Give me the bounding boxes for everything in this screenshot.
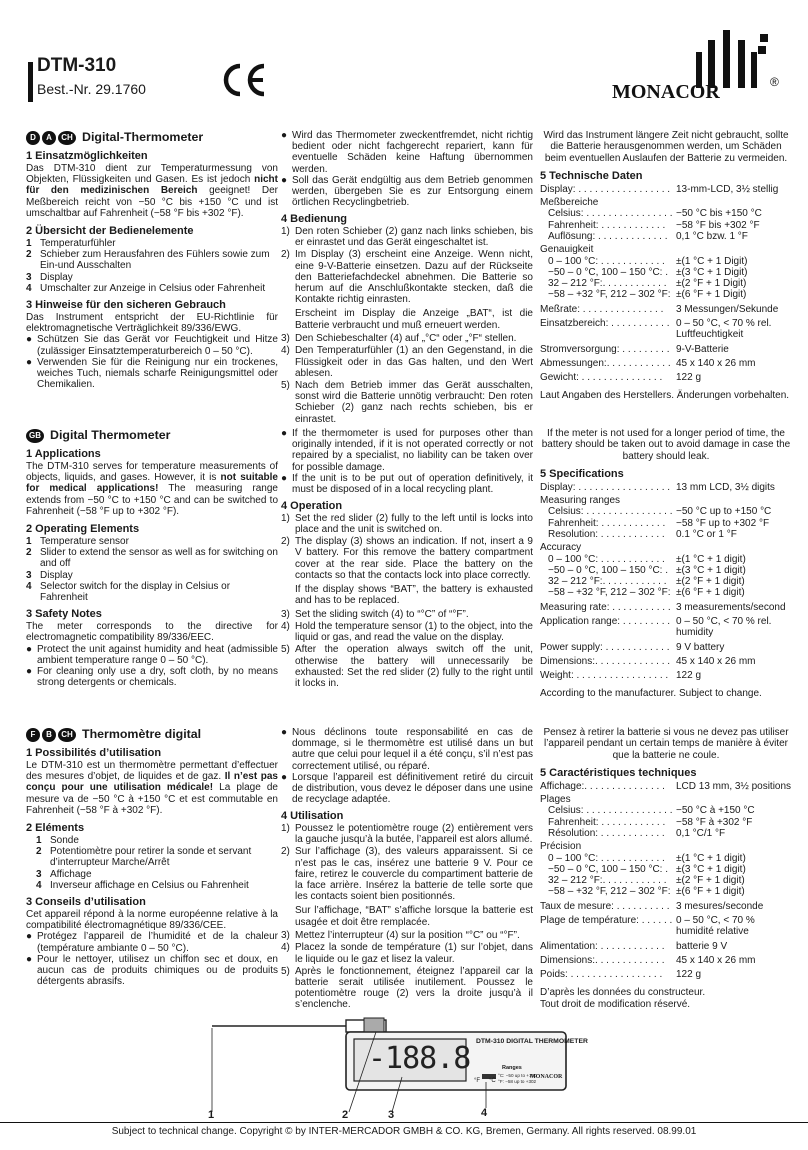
- en-h1: 1 Applications: [26, 448, 101, 460]
- ce-mark: [220, 62, 268, 101]
- en-p3: The meter corresponds to the directive for electromagnetic compatibility 89/336/EEC.: [26, 620, 278, 644]
- spec-row: [540, 372, 792, 383]
- spec-key: Application range: . . . . . . . . .: [540, 615, 671, 627]
- spec-value: LCD 13 mm, 3½ positions: [676, 780, 792, 792]
- spec-value: −50 °C bis +150 °C: [676, 208, 762, 220]
- spec-value: ±(6 °F + 1 Digit): [676, 289, 747, 301]
- spec-row: [540, 304, 792, 315]
- en-h4: 4 Operation: [281, 500, 343, 513]
- spec-key: Measuring rate: . . . . . . . . . . .: [540, 601, 671, 613]
- footer: Subject to technical change. Copyright © by INTER-MERCADOR GMBH & CO. KG, Bremen, Germany. All rights reserved. 08.99.01: [0, 1122, 808, 1137]
- spec-key: Display: . . . . . . . . . . . . . . . . .: [540, 481, 671, 493]
- fr-h3: 3 Conseils d’utilisation: [26, 896, 146, 909]
- spec-key: −50 – 0 °C, 100 – 150 °C: .: [548, 564, 669, 576]
- fr-safety-list: ● Protégez l’appareil de l’humidité et de la chaleur (température ambiante 0 – 50 °C). ● Pour le nettoyer, utilisez un chiffon sec et doux, en aucun cas de produits chimiques ou de produits détergents abrasifs.: [26, 931, 278, 988]
- spec-row: [540, 554, 792, 565]
- spec-key: Dimensions:. . . . . . . . . . . . .: [540, 954, 665, 966]
- spec-key: −58 – +32 °F, 212 – 302 °F:: [548, 587, 671, 599]
- de-ops: 1) Den roten Schieber (2) ganz nach links schieben, bis er einrastet und das Gerät eingeschaltet ist. 2) Im Display (3) erscheint eine Anzeige. Wenn nicht, eine 9-V-Batterie einsetzen. Dazu auf der Rückseite den Batteriefachdeckel abnehmen. Die Batterie so herum auf die Anschlußkontakte stecken, daß die Kontakte richtig einrasten. Erscheint im Display die Anzeige „BAT“, ist die Batterie verbraucht und muß erneuert werden. 3) Den Schiebeschalter (4) auf „°C“ oder „°F“ stellen. 4) Den Temperaturfühler (1) an den Gegenstand, in die Flüssigkeit oder in das Gas halten, und den Wert ablesen. 5) Nach dem Betrieb immer das Gerät ausschalten, sonst wird die Batterie unnötig verbraucht: Den roten Schieber (2) ganz nach rechts schieben, bis er einrastet.: [281, 225, 533, 425]
- en-note: According to the manufacturer. Subject to change.: [540, 688, 762, 700]
- fr-col2: [281, 727, 533, 1012]
- en-ops: 1) Set the red slider (2) fully to the left until is locks into place and the unit is switched on. 2) The display (3) shows an indication. If not, insert a 9 V battery. For this remove the battery compartment cover at the rear side. Place the battery on the contacts so that the contacts lock into place correctly. If the display shows “BAT”, the battery is exhausted and has to be replaced. 3) Set the sliding switch (4) to “°C” of “°F”. 4) Hold the temperature sensor (1) to the object, into the liquid or gas, and read the value on the display. 5) After the operation always switch off the unit, otherwise the battery will unnecessarily be exhausted: Set the red slider (2) fully to the right until it locks in.: [281, 512, 533, 689]
- en-items: 1 Temperature sensor 2 Slider to extend the sensor as well as for switching on and off 3 Display 4 Selector switch for the display in Celsius or Fahrenheit: [26, 536, 278, 604]
- spec-value: 0 – 50 °C, < 70 % rel. Luftfeuchtigkeit: [676, 317, 772, 341]
- spec-key: −50 – 0 °C, 100 – 150 °C: .: [548, 863, 669, 875]
- spec-row: [540, 886, 792, 897]
- spec-value: −50 °C up to +150 °C: [676, 506, 772, 518]
- header-bar: [28, 62, 33, 102]
- de-items: 1 Temperaturfühler 2 Schieber zum Herausfahren des Fühlers sowie zum Ein-und Ausschalten 3 Display 4 Umschalter zur Anzeige in Celsius oder Fahrenheit: [26, 238, 270, 294]
- spec-row: [540, 656, 792, 667]
- spec-key: Dimensions:. . . . . . . . . . . . . .: [540, 655, 671, 667]
- flag-gb: GB: [26, 429, 44, 443]
- spec-row: [540, 518, 792, 529]
- de-h2: 2 Übersicht der Bedienelemente: [26, 224, 194, 237]
- spec-value: 3 Messungen/Sekunde: [676, 303, 779, 315]
- en-specs: [540, 482, 792, 682]
- de-p3: Das Instrument entspricht der EU-Richtlinie für elektromagnetische Verträglichkeit 89/336/EWG.: [26, 311, 278, 334]
- spec-key: Celsius: . . . . . . . . . . . . . . . .: [548, 208, 673, 220]
- flag-ch: CH: [58, 131, 76, 145]
- spec-value: 3 mesures/seconde: [676, 900, 764, 912]
- device-deg-f: °F: [474, 1078, 481, 1084]
- en-liability-list: ● If the thermometer is used for purposes other than originally intended, if it is not operated correctly or not repaired by a specialist, no liability can be taken over for possible damage. ● If the unit is to be put out of operation definitively, it must be disposed of in a local recycling plant.: [281, 428, 533, 496]
- spec-value: 13-mm-LCD, 3½ stellig: [676, 183, 779, 195]
- spec-value: −58 °F à +302 °F: [676, 816, 753, 828]
- fr-h4: 4 Utilisation: [281, 810, 344, 823]
- spec-row: [540, 220, 792, 231]
- section-german: [0, 130, 808, 425]
- de-h1: 1 Einsatzmöglichkeiten: [26, 150, 148, 162]
- spec-value: ±(2 °F + 1 Digit): [676, 278, 747, 290]
- flag-b: B: [42, 728, 56, 742]
- spec-row: [540, 828, 792, 839]
- spec-group-label: Précision: [540, 841, 582, 853]
- spec-value: 9-V-Batterie: [676, 343, 729, 355]
- spec-row: [540, 576, 792, 587]
- spec-row: [540, 208, 792, 219]
- spec-key: 0 – 100 °C: . . . . . . . . . . . .: [548, 852, 665, 864]
- en-h2: 2 Operating Elements: [26, 522, 140, 535]
- spec-row: [540, 781, 792, 792]
- spec-value: 45 x 140 x 26 mm: [676, 357, 756, 369]
- de-h3: 3 Hinweise für den sicheren Gebrauch: [26, 299, 226, 312]
- spec-key: Alimentation: . . . . . . . . . . . .: [540, 940, 665, 952]
- spec-group-label: Meßbereiche: [540, 197, 599, 209]
- spec-row: [540, 267, 792, 278]
- spec-value: 0,1 °C/1 °F: [676, 827, 726, 839]
- spec-row: [540, 256, 792, 267]
- spec-value: ±(3 °C + 1 Digit): [676, 266, 748, 278]
- en-col1: [26, 428, 278, 688]
- spec-row: [540, 875, 792, 886]
- spec-value: ±(6 °F + 1 digit): [676, 587, 745, 599]
- spec-row: [540, 901, 792, 912]
- de-h4: 4 Bedienung: [281, 213, 348, 226]
- spec-row: [540, 969, 792, 980]
- spec-value: 122 g: [676, 372, 702, 384]
- spec-row: [540, 278, 792, 289]
- fr-h1: 1 Possibilités d’utilisation: [26, 747, 162, 759]
- de-safety-list: ● Schützen Sie das Gerät vor Feuchtigkeit und Hitze (zulässiger Einsatztemperaturbereich 0 – 50 °C). ● Verwenden Sie für die Reinigung nur ein trockenes, weiches Tuch, niemals scharfe Reinigungsmittel oder Chemikalien.: [26, 334, 278, 391]
- monacor-logo: [608, 30, 788, 105]
- en-h5: 5 Specifications: [540, 468, 624, 481]
- spec-value: 45 x 140 x 26 mm: [676, 655, 756, 667]
- spec-key: Gewicht: . . . . . . . . . . . . . . .: [540, 372, 663, 384]
- spec-row: [540, 642, 792, 653]
- fr-heading: F B CH Thermomètre digital: [26, 727, 278, 742]
- fr-battery-note: Pensez à retirer la batterie si vous ne devez pas utiliser l’appareil pendant un certain temps de manière à éviter que la batterie ne coule.: [543, 727, 789, 761]
- registered-mark: ®: [770, 75, 779, 89]
- en-battery-note: If the meter is not used for a longer period of time, the battery should be taken out to avoid damage in case the battery should leak.: [541, 428, 791, 462]
- spec-key: Einsatzbereich: . . . . . . . . . . .: [540, 317, 670, 329]
- spec-key: Affichage:. . . . . . . . . . . . . . .: [540, 780, 665, 792]
- device-illustration: [196, 1012, 588, 1122]
- flag-d: D: [26, 131, 40, 145]
- spec-group-label: Plages: [540, 794, 571, 806]
- de-h5: 5 Technische Daten: [540, 170, 643, 183]
- spec-key: Fahrenheit: . . . . . . . . . . . .: [548, 816, 666, 828]
- flag-a: A: [42, 131, 56, 145]
- spec-row: [540, 231, 792, 242]
- spec-key: Plage de température: . . . . . .: [540, 914, 673, 926]
- en-col2: [281, 428, 533, 690]
- spec-row: [540, 482, 792, 493]
- spec-key: 0 – 100 °C: . . . . . . . . . . . .: [548, 255, 665, 267]
- en-heading: GB Digital Thermometer: [26, 428, 278, 443]
- spec-value: ±(2 °F + 1 digit): [676, 576, 745, 588]
- section-english: [0, 428, 808, 723]
- spec-value: batterie 9 V: [676, 940, 728, 952]
- device-label: DTM-310 DIGITAL THERMOMETER: [476, 1038, 588, 1045]
- brand-name: MONACOR: [612, 81, 720, 102]
- flag-f: F: [26, 728, 40, 742]
- spec-value: ±(2 °F + 1 digit): [676, 875, 745, 887]
- spec-value: 13 mm LCD, 3½ digits: [676, 481, 775, 493]
- spec-key: −58 – +32 °F, 212 – 302 °F:: [548, 886, 671, 898]
- spec-value: 0.1 °C or 1 °F: [676, 528, 737, 540]
- fr-ops: 1) Poussez le potentiomètre rouge (2) entièrement vers la gauche jusqu’à la butée, l’appareil est alors allumé. 2) Sur l’affichage (3), des valeurs apparaissent. Si ce n’est pas le cas, insérez une batterie 9 V. Pour ce faire, retirez le couvercle du compartiment batterie de la face arrière. Insérez la batterie de telle sorte que les contacts soient bien positionnés. Sur l’affichage, “BAT” s’affiche lorsque la batterie est usagée et doit être remplacée. 3) Mettez l’interrupteur (4) sur la position “°C” ou “°F”. 4) Placez la sonde de température (1) sur l’objet, dans le liquide ou le gaz et lisez la valeur. 5) Après le fonctionnement, éteignez l’appareil car la batterie serait utilisée inutilement. Poussez le potentiomètre rouge (2) vers la droite jusqu’à il s’enclenche.: [281, 822, 533, 1011]
- spec-key: 32 – 212 °F:. . . . . . . . . . . .: [548, 576, 667, 588]
- fr-col1: [26, 727, 278, 987]
- en-col3: [540, 428, 792, 700]
- spec-value: 122 g: [676, 670, 702, 682]
- spec-key: 32 – 212 °F:. . . . . . . . . . . .: [548, 875, 667, 887]
- fr-h2: 2 Eléments: [26, 821, 85, 834]
- spec-value: 3 measurements/second: [676, 601, 786, 613]
- spec-value: 122 g: [676, 969, 702, 981]
- spec-key: −58 – +32 °F, 212 – 302 °F:: [548, 289, 671, 301]
- spec-row: [540, 670, 792, 681]
- spec-row: [540, 864, 792, 875]
- spec-group-label: Measuring ranges: [540, 495, 621, 507]
- en-p1: The DTM-310 serves for temperature measurements of objects, liquids, and gases. However, it is not suitable for medical applications! The measuring range extends from −50 °C to +150 °C and can be switched to Fahrenheit (−58 °F up to +302 °F).: [26, 460, 278, 518]
- spec-value: ±(6 °F + 1 digit): [676, 886, 745, 898]
- fr-specs: [540, 781, 792, 981]
- spec-key: 0 – 100 °C: . . . . . . . . . . . .: [548, 553, 665, 565]
- spec-value: −58 °F bis +302 °F: [676, 219, 760, 231]
- spec-group-label: Accuracy: [540, 542, 582, 554]
- callout-3: 3: [388, 1109, 395, 1121]
- spec-row: [540, 616, 792, 639]
- spec-row: [540, 529, 792, 540]
- spec-row: [540, 358, 792, 369]
- de-note: Laut Angaben des Herstellers. Änderungen vorbehalten.: [540, 390, 790, 402]
- spec-row: [540, 817, 792, 828]
- spec-row: [540, 184, 792, 195]
- spec-key: Power supply: . . . . . . . . . . . .: [540, 641, 670, 653]
- spec-row: [540, 318, 792, 341]
- de-specs: [540, 184, 792, 384]
- spec-row: [540, 915, 792, 938]
- spec-key: Fahrenheit: . . . . . . . . . . . .: [548, 219, 666, 231]
- spec-value: ±(3 °C + 1 digit): [676, 564, 746, 576]
- spec-value: 0 – 50 °C, < 70 % rel. humidity: [676, 615, 772, 639]
- device-display-digits: -188.8: [368, 1041, 471, 1076]
- fr-note: D’après les données du constructeur. Tout droit de modification réservé.: [540, 987, 706, 1010]
- de-liability-list: ● Wird das Thermometer zweckentfremdet, nicht richtig bedient oder nicht fachgerecht repariert, kann für eventuelle Schäden keine Haftung übernommen werden. ● Soll das Gerät endgültig aus dem Betrieb genommen werden, übergeben Sie es zur Entsorgung einem örtlichen Recyclingbetrieb.: [281, 130, 533, 209]
- spec-row: [540, 506, 792, 517]
- device-range-f: °F: −58 up to +302: [498, 1079, 537, 1084]
- spec-key: 32 – 212 °F:. . . . . . . . . . . .: [548, 278, 667, 290]
- spec-row: [540, 602, 792, 613]
- spec-key: Taux de mesure: . . . . . . . . . .: [540, 900, 670, 912]
- callout-1: 1: [208, 1109, 215, 1121]
- order-number: Best.-Nr. 29.1760: [37, 81, 146, 97]
- spec-value: −58 °F up to +302 °F: [676, 517, 770, 529]
- de-p1: Das DTM-310 dient zur Temperaturmessung von Objekten, Flüssigkeiten und Gasen. Es ist jedoch nicht für den medizinischen Bereich geeignet! Der Meßbereich reicht von −50 °C bis +150 °C und ist umschaltbar auf Fahrenheit (−58 °F bis +302 °F).: [26, 162, 278, 220]
- spec-key: Display: . . . . . . . . . . . . . . . . .: [540, 183, 671, 195]
- en-h3: 3 Safety Notes: [26, 608, 102, 621]
- fr-p1: Le DTM-310 est un thermomètre permettant d’effectuer des mesures d’objet, de liquides et de gaz. Il n’est pas conçu pour une utilisation médicale! La plage de mesure va de −50 °C à +150 °C et est commutable en Fahrenheit (−58 °F à +302 °F).: [26, 759, 278, 817]
- spec-value: 0,1 °C bzw. 1 °F: [676, 230, 748, 242]
- spec-row: [540, 587, 792, 598]
- device-ranges-title: Ranges: [502, 1065, 522, 1071]
- device-brand: MONACOR: [530, 1074, 563, 1080]
- spec-row: [540, 941, 792, 952]
- spec-key: Weight: . . . . . . . . . . . . . . . . .: [540, 670, 669, 682]
- en-safety-list: ● Protect the unit against humidity and heat (admissible ambient temperature range 0 – 50 °C). ● For cleaning only use a dry, soft cloth, by no means strong detergents or chemicals.: [26, 643, 278, 689]
- fr-col3: [540, 727, 792, 1010]
- de-heading: D A CH Digital-Thermometer: [26, 130, 278, 145]
- spec-row: [540, 289, 792, 300]
- spec-value: ±(3 °C + 1 digit): [676, 863, 746, 875]
- spec-key: Celsius: . . . . . . . . . . . . . . . .: [548, 506, 673, 518]
- spec-key: −50 – 0 °C, 100 – 150 °C: .: [548, 266, 669, 278]
- spec-row: [540, 344, 792, 355]
- device-deg-c: °C: [489, 1078, 496, 1084]
- spec-value: ±(1 °C + 1 Digit): [676, 255, 748, 267]
- spec-value: 9 V battery: [676, 641, 725, 653]
- spec-value: ±(1 °C + 1 digit): [676, 852, 746, 864]
- fr-liability-list: ● Nous déclinons toute responsabilité en cas de dommage, si le thermomètre est utilisé dans un but autre que celui pour lequel il a été conçu, s’il n’est pas correctement utilisé, ou réparé. ● Lorsque l’appareil est définitivement retiré du circuit de distribution, vous devez le déposer dans une usine de recyclage adaptée.: [281, 727, 533, 806]
- callout-2: 2: [342, 1109, 349, 1121]
- spec-row: [540, 565, 792, 576]
- de-col2: [281, 130, 533, 426]
- spec-row: [540, 955, 792, 966]
- model-title: DTM-310: [37, 55, 117, 76]
- section-french: [0, 727, 808, 1027]
- spec-key: Stromversorgung: . . . . . . . . .: [540, 343, 670, 355]
- spec-value: 45 x 140 x 26 mm: [676, 954, 756, 966]
- spec-key: Celsius: . . . . . . . . . . . . . . . .: [548, 805, 673, 817]
- spec-key: Auflösung: . . . . . . . . . . . . .: [548, 230, 668, 242]
- spec-value: ±(1 °C + 1 digit): [676, 553, 746, 565]
- spec-group-label: Genauigkeit: [540, 244, 594, 256]
- spec-key: Abmessungen:. . . . . . . . . . . .: [540, 357, 671, 369]
- spec-key: Fahrenheit: . . . . . . . . . . . .: [548, 517, 666, 529]
- callout-4: 4: [481, 1107, 488, 1119]
- spec-key: Resolution: . . . . . . . . . . . .: [548, 528, 665, 540]
- spec-row: [540, 853, 792, 864]
- fr-p3: Cet appareil répond à la norme européenne relative à la compatibilité électromagnétique 89/336/CEE.: [26, 908, 278, 931]
- device-range-c: °C: −50 up to +150: [498, 1073, 537, 1078]
- de-col3: [540, 130, 792, 402]
- spec-value: −50 °C à +150 °C: [676, 805, 755, 817]
- spec-value: 0 – 50 °C, < 70 % humidité relative: [676, 914, 755, 938]
- de-battery-note: Wird das Instrument längere Zeit nicht gebraucht, sollte die Batterie herausgenommen werden, um Schäden beim eventuellen Auslaufen der Batterie zu vermeiden.: [543, 130, 789, 164]
- de-col1: [26, 130, 278, 390]
- spec-key: Poids: . . . . . . . . . . . . . . . . .: [540, 969, 663, 981]
- flag-ch-fr: CH: [58, 728, 76, 742]
- fr-h5: 5 Caractéristiques techniques: [540, 767, 697, 780]
- spec-key: Résolution: . . . . . . . . . . . .: [548, 827, 665, 839]
- spec-key: Meßrate: . . . . . . . . . . . . . . .: [540, 303, 664, 315]
- fr-items: 1 Sonde 2 Potentiomètre pour retirer la sonde et servant d’interrupteur Marche/Arrêt 3 Affichage 4 Inverseur affichage en Celsius ou Fahrenheit: [36, 835, 252, 891]
- spec-row: [540, 805, 792, 816]
